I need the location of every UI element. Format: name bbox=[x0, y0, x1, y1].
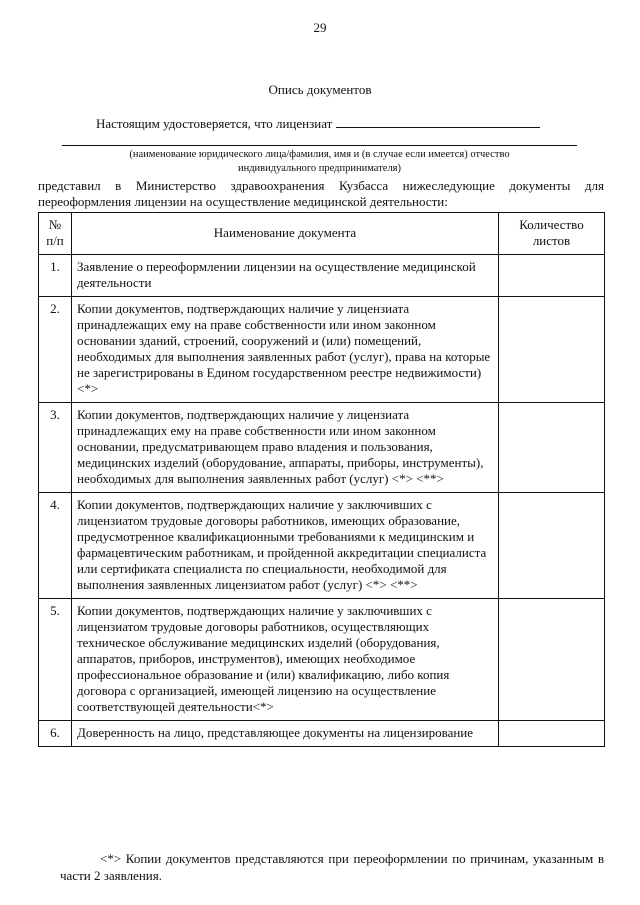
row-document-name: Копии документов, подтверждающих наличие у лицензиата принадлежащих ему на праве собственности или ином законном основании зданий, строений, сооружений и (или) помещений, необходимых для выполнения заявленных работ (услуг), права на которые не зарегистрированы в Едином государственном реестре недвижимости) <*> bbox=[72, 297, 499, 403]
licensee-name-hint bbox=[62, 148, 577, 176]
row-num: 5. bbox=[39, 599, 72, 721]
table-row bbox=[39, 721, 605, 747]
row-sheet-count[interactable] bbox=[499, 297, 605, 403]
licensee-full-name-rule[interactable] bbox=[62, 145, 577, 146]
row-num: 2. bbox=[39, 297, 72, 403]
table-row bbox=[39, 255, 605, 297]
certification-line bbox=[96, 115, 540, 132]
row-sheet-count[interactable] bbox=[499, 599, 605, 721]
row-num: 1. bbox=[39, 255, 72, 297]
table-header-row bbox=[39, 213, 605, 255]
row-document-name: Копии документов, подтверждающих наличие у заключивших с лицензиатом трудовые договоры работников, осуществляющих техническое обслуживание медицинских изделий (оборудования, аппаратов, приборов, инструментов), имеющих необходимое профессиональное образование и (или) квалификацию, либо копия договора с организацией, имеющей лицензию на осуществление соответствующей деятельности<*> bbox=[72, 599, 499, 721]
table-row bbox=[39, 297, 605, 403]
documents-table bbox=[38, 212, 605, 747]
table-row bbox=[39, 493, 605, 599]
row-sheet-count[interactable] bbox=[499, 493, 605, 599]
table-row bbox=[39, 403, 605, 493]
licensee-name-blank[interactable] bbox=[336, 115, 540, 128]
document-title: Опись документов bbox=[268, 82, 372, 97]
header-document-name: Наименование документа bbox=[72, 213, 499, 255]
hint-line-1: (наименование юридического лица/фамилия, имя и (в случае если имеется) отчество bbox=[129, 149, 510, 160]
row-document-name: Копии документов, подтверждающих наличие у заключивших с лицензиатом трудовые договоры работников, имеющих образование, предусмотренное квалификационными требованиями к медицинским и фармацевтическим работникам, и пройденной аккредитации специалиста или сертификата специалиста по специальности, необходимой для выполнения заявленных лицензиатом работ (услуг) <*> <**> bbox=[72, 493, 499, 599]
row-sheet-count[interactable] bbox=[499, 721, 605, 747]
row-num: 6. bbox=[39, 721, 72, 747]
header-num: № п/п bbox=[39, 213, 72, 255]
table-row bbox=[39, 599, 605, 721]
row-document-name: Заявление о переоформлении лицензии на осуществление медицинской деятельности bbox=[72, 255, 499, 297]
header-sheet-count: Количество листов bbox=[499, 213, 605, 255]
row-document-name: Доверенность на лицо, представляющее документы на лицензирование bbox=[72, 721, 499, 747]
row-num: 3. bbox=[39, 403, 72, 493]
intro-paragraph: представил в Министерство здравоохранения Кузбасса нижеследующие документы для переоформления лицензии на осуществление медицинской деятельности: bbox=[38, 178, 604, 209]
row-sheet-count[interactable] bbox=[499, 255, 605, 297]
row-num: 4. bbox=[39, 493, 72, 599]
footnote: <*> Копии документов представляются при переоформлении по причинам, указанным в части 2 заявления. bbox=[60, 851, 604, 883]
row-sheet-count[interactable] bbox=[499, 403, 605, 493]
row-document-name: Копии документов, подтверждающих наличие у лицензиата принадлежащих ему на праве собственности или ином законном основании, предусматривающем право владения и пользования, медицинских изделий (оборудование, аппараты, приборы, инструменты), необходимых для выполнения заявленных работ (услуг) <*> <**> bbox=[72, 403, 499, 493]
hint-line-2: индивидуального предпринимателя) bbox=[237, 163, 402, 174]
certification-text: Настоящим удостоверяется, что лицензиат bbox=[96, 116, 333, 131]
page-number: 29 bbox=[313, 20, 327, 35]
